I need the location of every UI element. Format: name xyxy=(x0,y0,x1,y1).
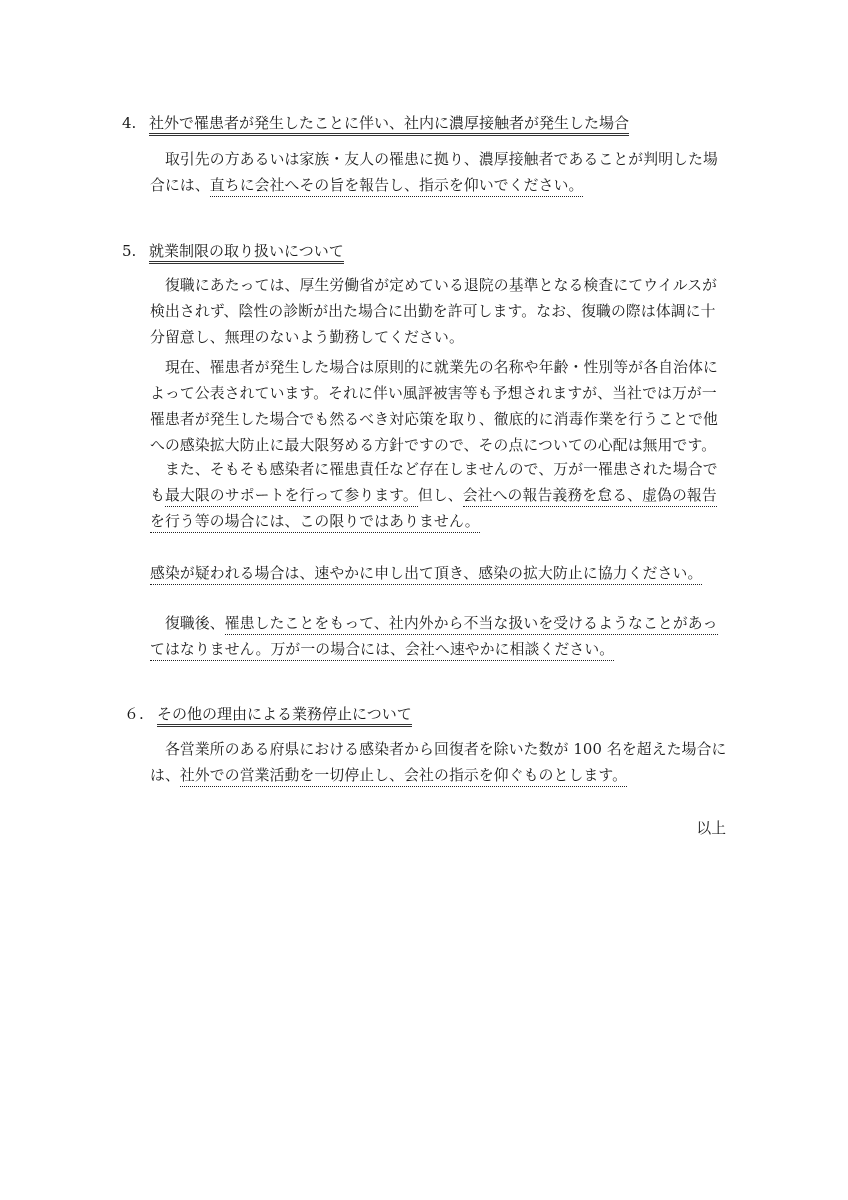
text-line xyxy=(150,637,730,663)
text-line xyxy=(150,483,730,509)
section-number: 5. xyxy=(122,242,137,260)
emphasized-text: を行う等の場合には、この限りではありません。 xyxy=(150,513,480,533)
section-5-heading xyxy=(122,241,344,261)
section-title: 就業制限の取り扱いについて xyxy=(149,242,344,264)
text-line: 罹患者が発生した場合でも然るべき対応策を取り、徹底的に消毒作業を行うことで他 xyxy=(150,411,718,428)
section-4-paragraph xyxy=(150,147,730,199)
text-line: 現在、罹患者が発生した場合は原則的に就業先の名称や年齢・性別等が各自治体に xyxy=(150,359,718,376)
emphasized-text: 社外での営業活動を一切停止し、会社の指示を仰ぐものとします。 xyxy=(180,767,627,787)
text-span: 復職後、 xyxy=(150,615,225,632)
emphasized-text: 会社への報告義務を怠る、虚偽の報告 xyxy=(463,487,717,507)
section-5-paragraph-1 xyxy=(150,273,730,351)
section-number: 4. xyxy=(122,114,137,132)
section-5-paragraph-4 xyxy=(150,611,730,663)
text-line: また、そもそも感染者に罹患責任など存在しませんので、万が一罹患された場合で xyxy=(150,461,718,478)
text-line xyxy=(150,173,730,199)
text-span: 合には、 xyxy=(150,177,210,194)
section-4-heading xyxy=(122,113,629,133)
text-span: は、 xyxy=(150,767,180,784)
emphasized-text: 感染が疑われる場合は、速やかに申し出て頂き、感染の拡大防止に協力ください。 xyxy=(150,565,702,585)
text-line xyxy=(150,509,730,535)
text-line xyxy=(150,561,730,587)
text-span: 但し、 xyxy=(417,487,463,504)
section-5-notice xyxy=(150,561,730,587)
section-title: その他の理由による業務停止について xyxy=(157,705,412,727)
text-line: よって公表されています。それに伴い風評被害等も予想されますが、当社では万が一 xyxy=(150,385,717,402)
text-line: 分留意し、無理のないよう勤務してください。 xyxy=(150,329,464,346)
text-line: 各営業所のある府県における感染者から回復者を除いた数が 100 名を超えた場合に xyxy=(150,741,727,758)
text-line xyxy=(150,763,730,789)
section-5-paragraph-3 xyxy=(150,457,730,535)
closing-mark: 以上 xyxy=(696,820,726,837)
section-6-paragraph xyxy=(150,737,730,789)
text-span: も xyxy=(150,487,165,504)
text-line: 取引先の方あるいは家族・友人の罹患に拠り、濃厚接触者であることが判明した場 xyxy=(150,151,718,168)
emphasized-text: 罹患したことをもって、社内外から不当な扱いを受けるようなことがあっ xyxy=(225,615,718,635)
section-title: 社外で罹患者が発生したことに伴い、社内に濃厚接触者が発生した場合 xyxy=(149,114,629,136)
emphasized-text: 直ちに会社へその旨を報告し、指示を仰いでください。 xyxy=(210,177,584,197)
text-line: 復職にあたっては、厚生労働省が定めている退院の基準となる検査にてウイルスが xyxy=(150,277,718,294)
text-line: への感染拡大防止に最大限努める方針ですので、その点についての心配は無用です。 xyxy=(150,437,717,454)
emphasized-text: 最大限のサポートを行って参ります。 xyxy=(165,487,418,507)
text-line xyxy=(150,611,730,637)
text-line: 検出されず、陰性の診断が出た場合に出勤を許可します。なお、復職の際は体調に十 xyxy=(150,303,716,320)
section-5-paragraph-2 xyxy=(150,355,730,459)
emphasized-text: てはなりません。万が一の場合には、会社へ速やかに相談ください。 xyxy=(150,641,614,661)
section-6-heading xyxy=(124,704,412,724)
section-number: ６. xyxy=(124,705,144,723)
